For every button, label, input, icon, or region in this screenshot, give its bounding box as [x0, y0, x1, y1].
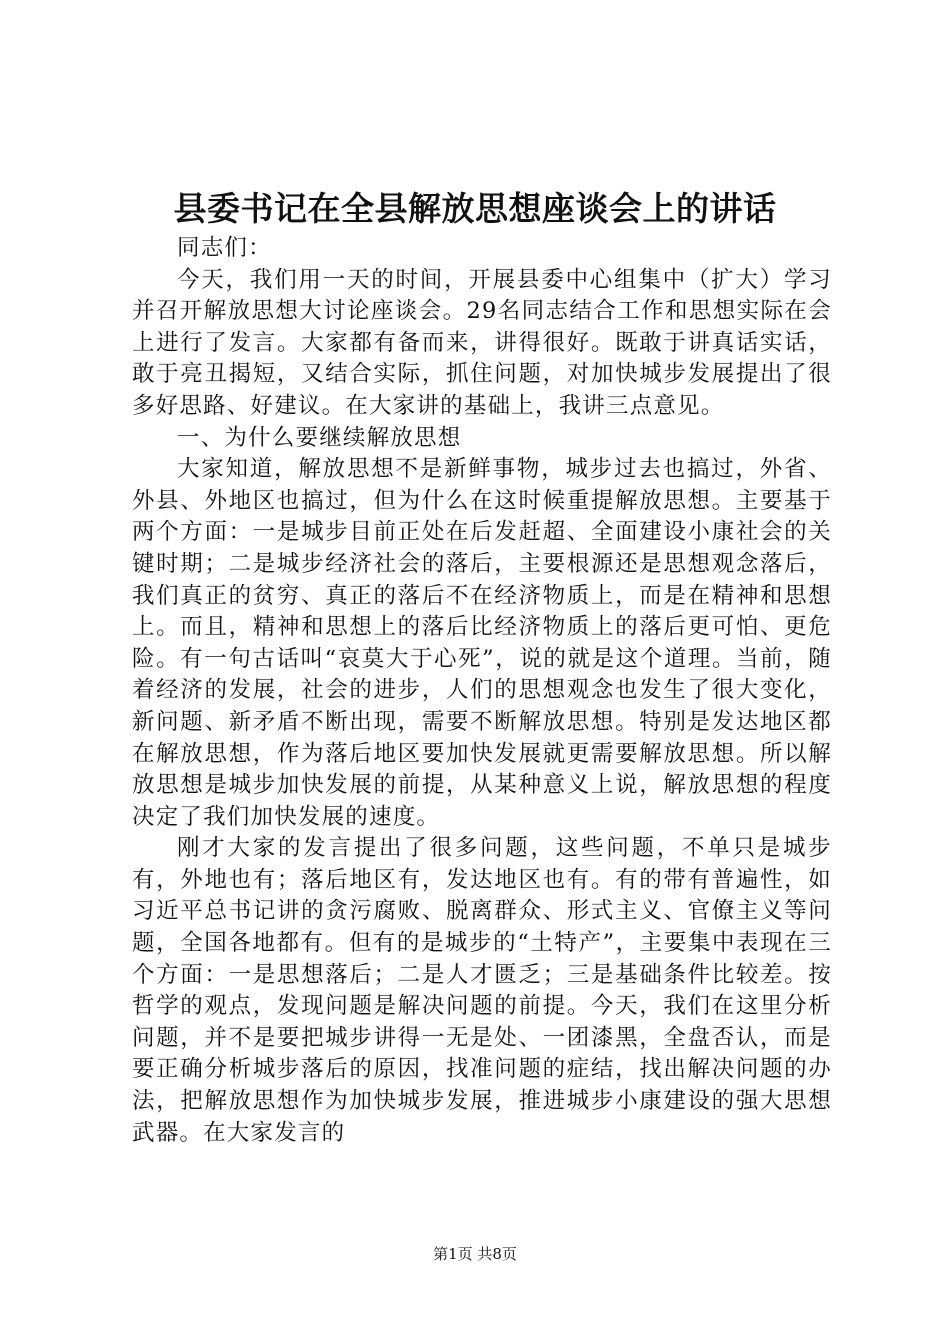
- body-paragraph: 刚才大家的发言提出了很多问题，这些问题，不单只是城步有，外地也有；落后地区有，发达地区也有。有的带有普遍性，如习近平总书记讲的贪污腐败、脱离群众、形式主义、官僚主义等问题，全国各地都有。但有的是城步的“土特产”，主要集中表现在三个方面：一是思想落后；二是人才匮乏；三是基础条件比较差。按哲学的观点，发现问题是解决问题的前提。今天，我们在这里分析问题，并不是要把城步讲得一无是处、一团漆黑，全盘否认，而是要正确分析城步落后的原因，找准问题的症结，找出解决问题的办法，把解放思想作为加快城步发展，推进城步小康建设的强大思想武器。在大家发言的: [132, 835, 832, 1146]
- body-paragraph: 大家知道，解放思想不是新鲜事物，城步过去也搞过，外省、外县、外地区也搞过，但为什么在这时候重提解放思想。主要基于两个方面：一是城步目前正处在后发赶超、全面建设小康社会的关键时期；二是城步经济社会的落后，主要根源还是思想观念落后，我们真正的贫穷、真正的落后不在经济物质上，而是在精神和思想上。而且，精神和思想上的落后比经济物质上的落后更可怕、更危险。有一句古话叫“哀莫大于心死”，说的就是这个道理。当前，随着经济的发展，社会的进步，人们的思想观念也发生了很大变化，新问题、新矛盾不断出现，需要不断解放思想。特别是发达地区都在解放思想，作为落后地区要加快发展就更需要解放思想。所以解放思想是城步加快发展的前提，从某种意义上说，解放思想的程度决定了我们加快发展的速度。: [132, 456, 832, 830]
- salutation-paragraph: 同志们：: [177, 235, 272, 261]
- document-body: [132, 233, 832, 1149]
- page-number-footer: 第1页 共8页: [433, 1245, 517, 1263]
- body-paragraph: 今天，我们用一天的时间，开展县委中心组集中（扩大）学习并召开解放思想大讨论座谈会。29名同志结合工作和思想实际在会上进行了发言。大家都有备而来，讲得很好。既敢于讲真话实话，敢于亮丑揭短，又结合实际，抓住问题，对加快城步发展提出了很多好思路、好建议。在大家讲的基础上，我讲三点意见。: [132, 266, 832, 419]
- section-heading: 一、为什么要继续解放思想: [177, 424, 462, 451]
- document-title: 县委书记在全县解放思想座谈会上的讲话: [173, 189, 777, 228]
